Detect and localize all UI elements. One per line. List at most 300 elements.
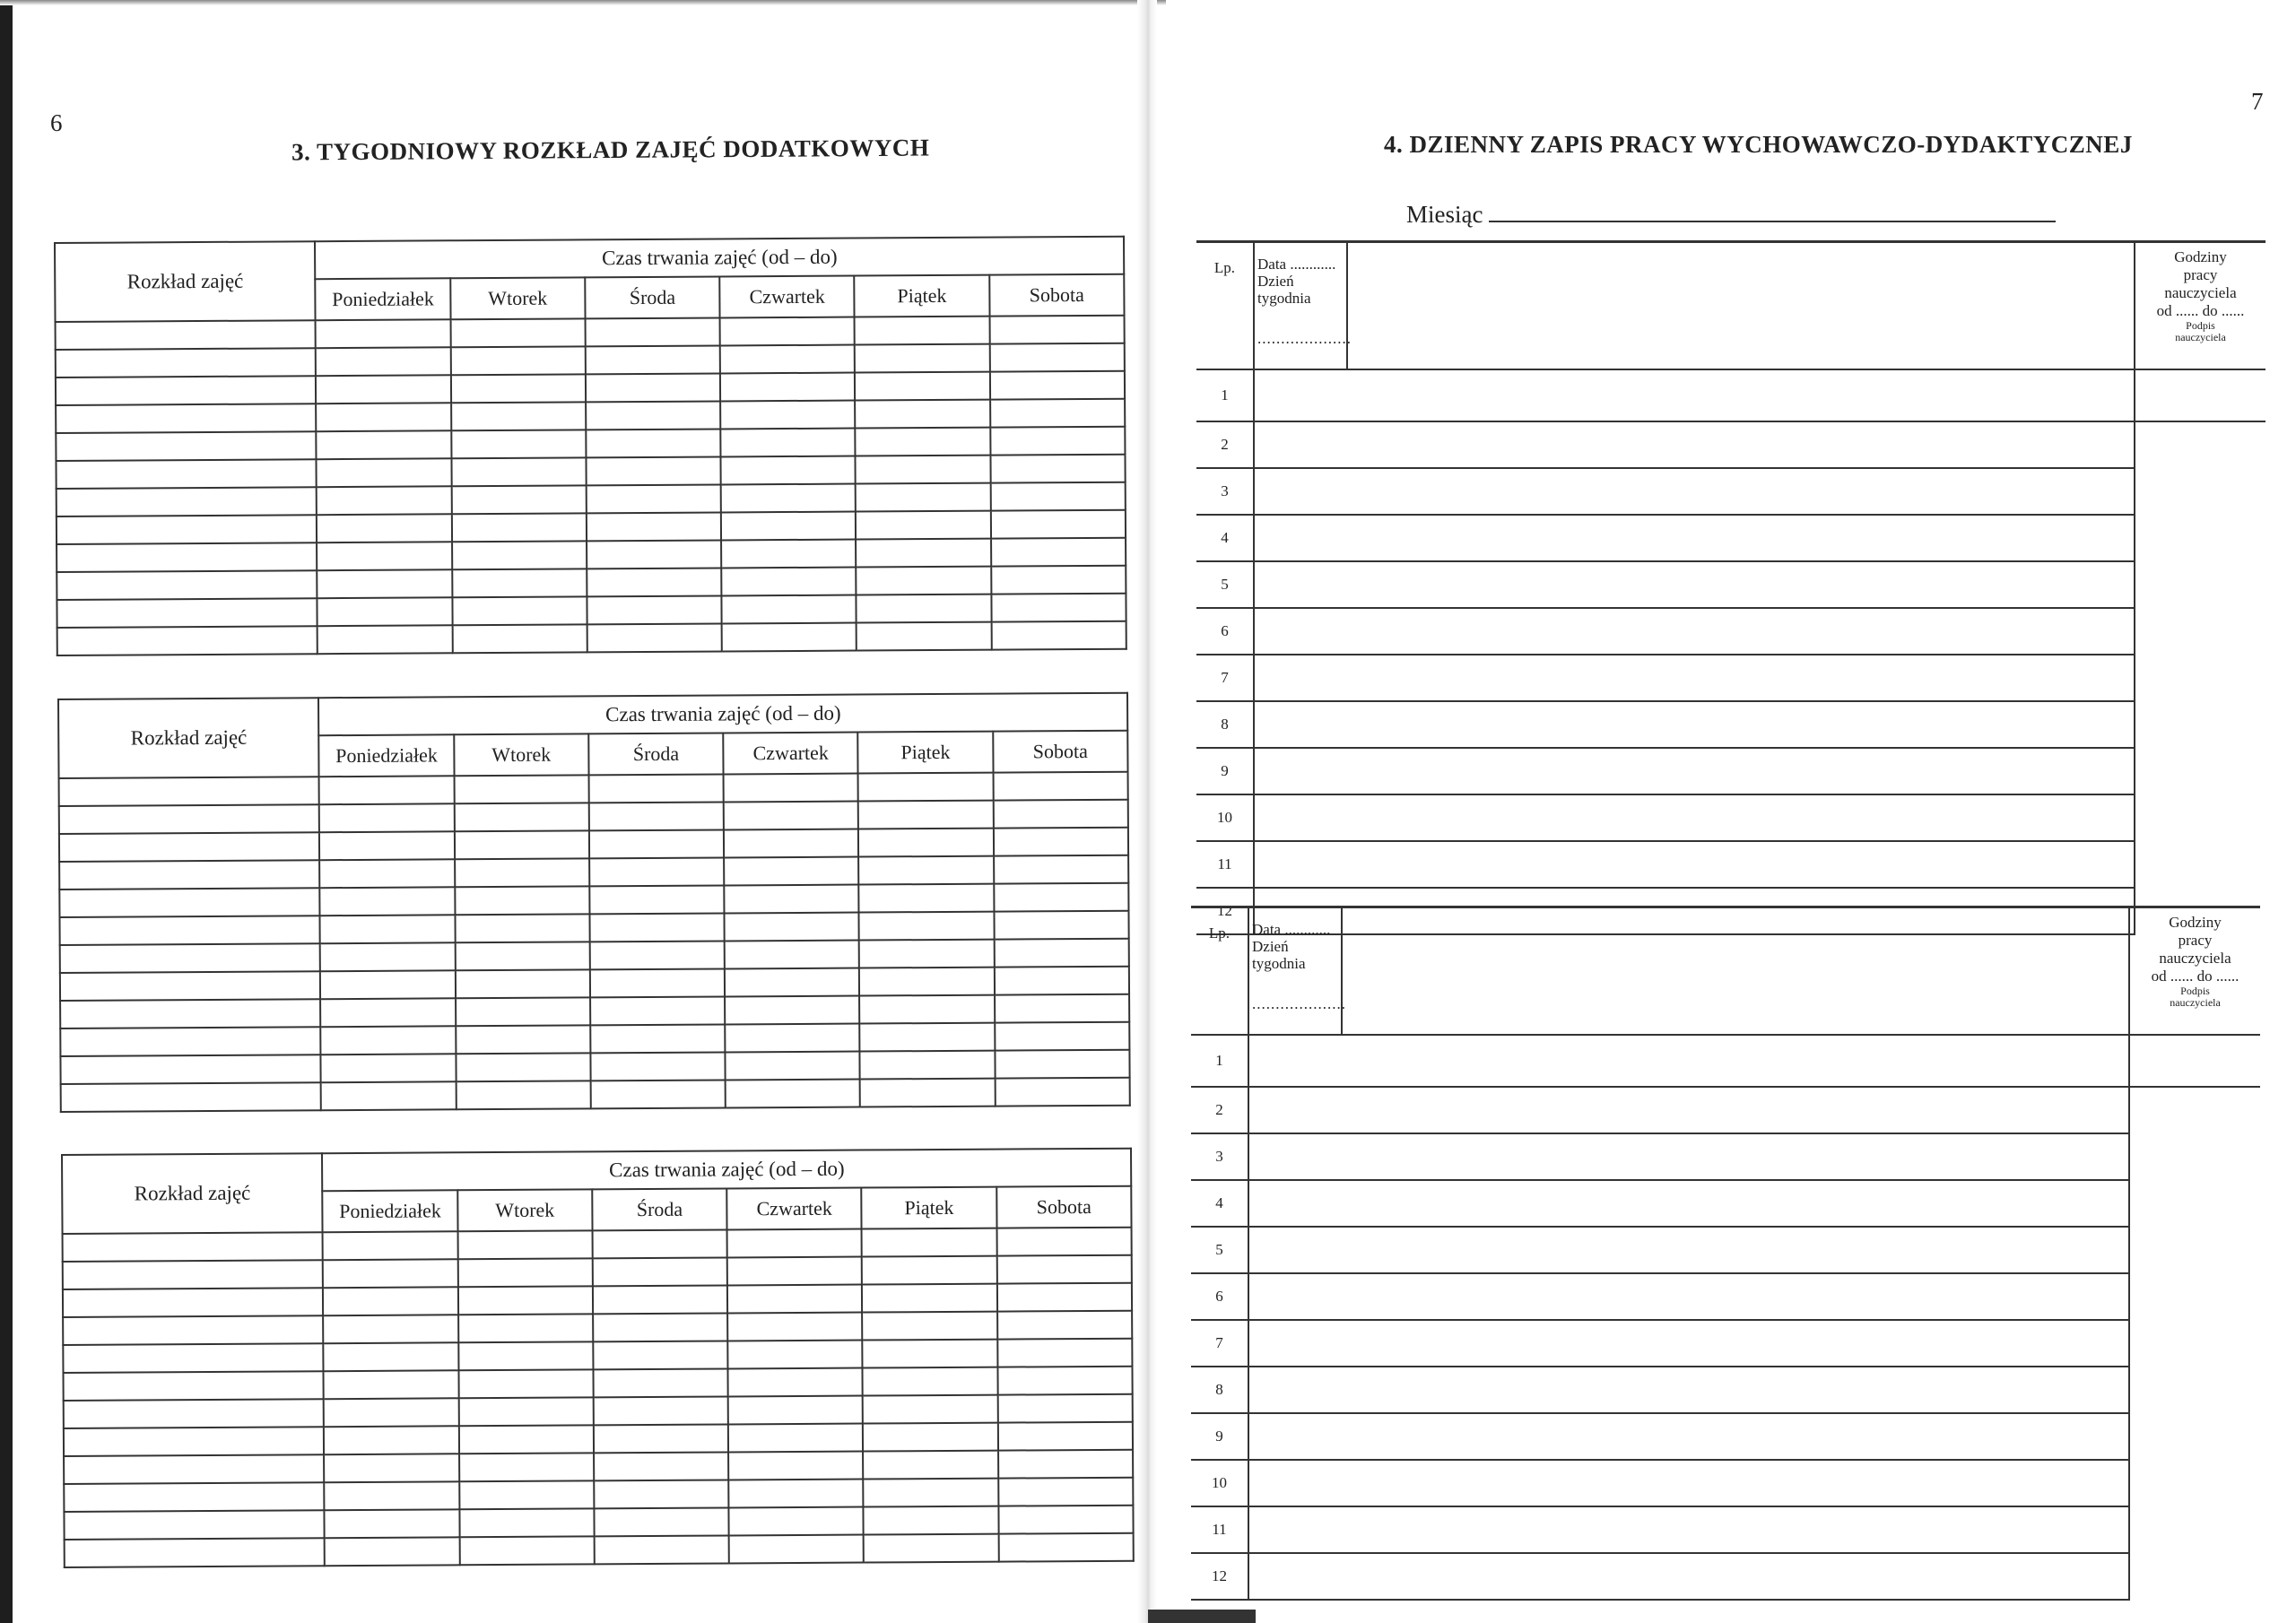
schedule-cell[interactable] xyxy=(863,1312,997,1341)
schedule-cell[interactable] xyxy=(587,623,722,652)
schedule-cell[interactable] xyxy=(859,884,994,913)
entry-cell[interactable] xyxy=(1254,655,2135,701)
schedule-cell[interactable] xyxy=(56,404,317,433)
entry-cell[interactable] xyxy=(1248,1413,2129,1460)
entry-cell[interactable] xyxy=(1254,369,2135,421)
page-shadow xyxy=(0,0,1166,5)
schedule-cell[interactable] xyxy=(59,860,320,890)
schedule-cell[interactable] xyxy=(993,772,1127,801)
entry-cell[interactable] xyxy=(1254,421,2135,468)
schedule-cell[interactable] xyxy=(59,916,320,945)
row-number: 7 xyxy=(1191,1320,1248,1367)
schedule-cell[interactable] xyxy=(324,1370,458,1399)
schedule-cell[interactable] xyxy=(720,317,855,346)
schedule-cell[interactable] xyxy=(455,858,589,887)
weekly-schedule-table xyxy=(57,692,1131,1113)
schedule-cell[interactable] xyxy=(455,886,589,915)
day-header: Wtorek xyxy=(450,277,586,319)
schedule-cell[interactable] xyxy=(589,913,724,942)
schedule-cell[interactable] xyxy=(454,775,588,803)
schedule-cell[interactable] xyxy=(860,1079,995,1107)
schedule-cell[interactable] xyxy=(57,487,317,516)
schedule-cell[interactable] xyxy=(989,316,1124,344)
schedule-cell[interactable] xyxy=(459,1508,594,1537)
schedule-cell[interactable] xyxy=(63,1288,324,1317)
schedule-cell[interactable] xyxy=(320,915,455,943)
schedule-cell[interactable] xyxy=(863,1423,997,1452)
schedule-cell[interactable] xyxy=(727,1313,862,1341)
schedule-cell[interactable] xyxy=(63,1315,324,1345)
schedule-cell[interactable] xyxy=(594,1507,728,1536)
schedule-cell[interactable] xyxy=(451,374,586,403)
schedule-cell[interactable] xyxy=(994,883,1128,912)
schedule-cell[interactable] xyxy=(994,828,1128,856)
schedule-cell[interactable] xyxy=(859,940,994,968)
schedule-cell[interactable] xyxy=(721,429,856,457)
schedule-cell[interactable] xyxy=(64,1454,325,1484)
schedule-cell[interactable] xyxy=(729,1507,864,1536)
hours-signature-cell[interactable] xyxy=(2129,1035,2260,1087)
schedule-cell[interactable] xyxy=(325,1509,459,1538)
schedule-cell[interactable] xyxy=(63,1232,324,1262)
schedule-cell[interactable] xyxy=(725,913,859,942)
schedule-cell[interactable] xyxy=(590,1052,725,1081)
schedule-cell[interactable] xyxy=(593,1229,727,1258)
schedule-cell[interactable] xyxy=(722,623,857,652)
schedule-cell[interactable] xyxy=(724,829,858,858)
entry-cell[interactable] xyxy=(1254,468,2135,515)
schedule-cell[interactable] xyxy=(65,1538,326,1567)
schedule-cell[interactable] xyxy=(998,1422,1133,1451)
schedule-cell[interactable] xyxy=(586,317,720,346)
entry-cell[interactable] xyxy=(1248,1035,2129,1087)
schedule-cell[interactable] xyxy=(57,598,317,628)
schedule-cell[interactable] xyxy=(320,942,455,971)
schedule-cell[interactable] xyxy=(320,859,455,888)
schedule-cell[interactable] xyxy=(455,830,589,859)
schedule-cell[interactable] xyxy=(859,856,994,885)
schedule-cell[interactable] xyxy=(60,943,321,973)
entry-cell[interactable] xyxy=(1254,794,2135,841)
schedule-cell[interactable] xyxy=(994,939,1128,968)
schedule-cell[interactable] xyxy=(728,1396,863,1425)
row-number: 9 xyxy=(1191,1413,1248,1460)
schedule-cell[interactable] xyxy=(859,912,994,941)
schedule-cell[interactable] xyxy=(862,1228,996,1257)
schedule-cell[interactable] xyxy=(586,373,720,402)
schedule-cell[interactable] xyxy=(725,968,859,997)
schedule-cell[interactable] xyxy=(720,373,855,402)
schedule-cell[interactable] xyxy=(728,1452,863,1480)
schedule-cell[interactable] xyxy=(323,1287,457,1315)
schedule-cell[interactable] xyxy=(990,455,1125,483)
schedule-cell[interactable] xyxy=(990,399,1125,428)
schedule-cell[interactable] xyxy=(317,597,452,626)
schedule-cell[interactable] xyxy=(64,1510,325,1540)
schedule-cell[interactable] xyxy=(725,996,859,1025)
schedule-cell[interactable] xyxy=(317,458,451,487)
schedule-cell[interactable] xyxy=(459,1480,594,1509)
schedule-cell[interactable] xyxy=(450,318,585,347)
schedule-cell[interactable] xyxy=(855,344,989,373)
dzien-label: Dzień xyxy=(1252,938,1289,955)
schedule-cell[interactable] xyxy=(325,1537,459,1566)
schedule-cell[interactable] xyxy=(997,1394,1132,1423)
schedule-cell[interactable] xyxy=(324,1342,458,1371)
schedule-cell[interactable] xyxy=(459,1453,594,1481)
schedule-cell[interactable] xyxy=(724,802,858,830)
schedule-cell[interactable] xyxy=(56,431,317,461)
schedule-cell[interactable] xyxy=(456,1025,590,1054)
schedule-cell[interactable] xyxy=(317,569,452,598)
schedule-cell[interactable] xyxy=(63,1371,324,1401)
schedule-cell[interactable] xyxy=(458,1341,593,1370)
schedule-cell[interactable] xyxy=(586,345,720,374)
schedule-cell[interactable] xyxy=(860,1023,995,1052)
schedule-cell[interactable] xyxy=(589,885,724,914)
schedule-cell[interactable] xyxy=(991,538,1126,567)
schedule-cell[interactable] xyxy=(720,345,855,374)
schedule-cell[interactable] xyxy=(64,1427,325,1456)
schedule-cell[interactable] xyxy=(727,1285,862,1314)
schedule-cell[interactable] xyxy=(319,831,454,860)
schedule-cell[interactable] xyxy=(590,941,725,969)
schedule-cell[interactable] xyxy=(587,595,721,624)
schedule-cell[interactable] xyxy=(997,1283,1132,1312)
schedule-cell[interactable] xyxy=(319,776,454,804)
schedule-cell[interactable] xyxy=(591,1080,726,1108)
schedule-cell[interactable] xyxy=(859,968,994,996)
schedule-cell[interactable] xyxy=(317,486,451,515)
schedule-cell[interactable] xyxy=(997,1367,1132,1395)
schedule-cell[interactable] xyxy=(316,319,450,348)
schedule-cell[interactable] xyxy=(856,456,990,484)
schedule-cell[interactable] xyxy=(451,430,586,458)
schedule-cell[interactable] xyxy=(60,971,321,1001)
schedule-cell[interactable] xyxy=(456,969,590,998)
schedule-cell[interactable] xyxy=(994,911,1128,940)
schedule-cell[interactable] xyxy=(991,566,1126,595)
schedule-cell[interactable] xyxy=(458,1369,593,1398)
schedule-cell[interactable] xyxy=(323,1259,457,1288)
schedule-cell[interactable] xyxy=(586,429,720,457)
schedule-cell[interactable] xyxy=(593,1341,727,1369)
schedule-cell[interactable] xyxy=(729,1535,864,1564)
schedule-cell[interactable] xyxy=(64,1399,325,1428)
schedule-cell[interactable] xyxy=(456,1053,590,1081)
schedule-cell[interactable] xyxy=(721,540,856,568)
schedule-cell[interactable] xyxy=(317,542,452,570)
schedule-cell[interactable] xyxy=(59,777,320,806)
schedule-cell[interactable] xyxy=(856,428,990,456)
data-label: Data ............ xyxy=(1257,256,1336,273)
topic-header-cell[interactable] xyxy=(1342,907,2129,1036)
entry-cell[interactable] xyxy=(1254,841,2135,888)
schedule-cell[interactable] xyxy=(589,774,724,803)
schedule-cell[interactable] xyxy=(725,885,859,914)
schedule-cell[interactable] xyxy=(451,485,586,514)
rozklad-header: Rozkład zajęć xyxy=(58,698,319,778)
schedule-cell[interactable] xyxy=(324,1398,458,1427)
schedule-cell[interactable] xyxy=(59,888,320,917)
schedule-cell[interactable] xyxy=(63,1260,324,1289)
schedule-cell[interactable] xyxy=(456,1081,590,1109)
schedule-cell[interactable] xyxy=(57,542,317,572)
schedule-cell[interactable] xyxy=(862,1284,996,1313)
entry-cell[interactable] xyxy=(1248,1367,2129,1413)
schedule-cell[interactable] xyxy=(450,346,585,375)
schedule-cell[interactable] xyxy=(323,1231,457,1260)
schedule-cell[interactable] xyxy=(995,1050,1129,1079)
schedule-cell[interactable] xyxy=(726,1052,860,1081)
schedule-cell[interactable] xyxy=(317,514,451,542)
month-label: Miesiąc xyxy=(1406,201,1483,228)
schedule-cell[interactable] xyxy=(724,857,858,886)
schedule-cell[interactable] xyxy=(991,510,1126,539)
right-page-title: 4. DZIENNY ZAPIS PRACY WYCHOWAWCZO-DYDAKTYCZNEJ xyxy=(1384,131,2133,158)
schedule-cell[interactable] xyxy=(864,1479,998,1507)
schedule-cell[interactable] xyxy=(56,376,317,405)
schedule-cell[interactable] xyxy=(590,1024,725,1053)
schedule-cell[interactable] xyxy=(721,456,856,485)
schedule-cell[interactable] xyxy=(857,567,991,595)
schedule-cell[interactable] xyxy=(993,800,1127,829)
schedule-cell[interactable] xyxy=(998,1478,1133,1506)
schedule-cell[interactable] xyxy=(451,457,586,486)
schedule-cell[interactable] xyxy=(458,1314,593,1342)
schedule-cell[interactable] xyxy=(319,803,454,832)
schedule-cell[interactable] xyxy=(587,484,721,513)
schedule-cell[interactable] xyxy=(863,1340,997,1368)
schedule-cell[interactable] xyxy=(721,568,856,596)
schedule-cell[interactable] xyxy=(997,1339,1132,1367)
schedule-cell[interactable] xyxy=(455,942,589,970)
schedule-cell[interactable] xyxy=(587,568,721,596)
schedule-cell[interactable] xyxy=(862,1256,996,1285)
entry-cell[interactable] xyxy=(1248,1227,2129,1273)
schedule-cell[interactable] xyxy=(995,1022,1129,1051)
schedule-cell[interactable] xyxy=(63,1343,324,1373)
schedule-cell[interactable] xyxy=(458,1286,593,1315)
schedule-cell[interactable] xyxy=(720,401,855,430)
schedule-cell[interactable] xyxy=(864,1534,998,1563)
entry-cell[interactable] xyxy=(1248,1506,2129,1553)
day-header: Poniedziałek xyxy=(319,734,455,777)
schedule-cell[interactable] xyxy=(61,1082,322,1112)
entry-cell[interactable] xyxy=(1248,1460,2129,1506)
day-header: Sobota xyxy=(993,731,1128,773)
schedule-cell[interactable] xyxy=(321,1026,456,1055)
schedule-cell[interactable] xyxy=(457,1230,592,1259)
entry-cell[interactable] xyxy=(1254,608,2135,655)
schedule-cell[interactable] xyxy=(57,626,318,655)
schedule-cell[interactable] xyxy=(858,801,993,829)
schedule-cell[interactable] xyxy=(863,1395,997,1424)
schedule-cell[interactable] xyxy=(589,802,724,830)
entry-cell[interactable] xyxy=(1254,748,2135,794)
nauczyciela-label: nauczyciela xyxy=(2164,284,2237,301)
schedule-cell[interactable] xyxy=(721,512,856,541)
schedule-cell[interactable] xyxy=(724,774,858,803)
schedule-cell[interactable] xyxy=(990,371,1125,400)
schedule-cell[interactable] xyxy=(995,994,1129,1023)
schedule-cell[interactable] xyxy=(320,970,455,999)
schedule-cell[interactable] xyxy=(863,1367,997,1396)
schedule-cell[interactable] xyxy=(456,997,590,1026)
schedule-cell[interactable] xyxy=(321,1081,456,1110)
entry-cell[interactable] xyxy=(1248,1553,2129,1600)
schedule-cell[interactable] xyxy=(998,1533,1133,1562)
schedule-cell[interactable] xyxy=(317,403,451,431)
schedule-cell[interactable] xyxy=(56,348,317,378)
schedule-cell[interactable] xyxy=(589,829,724,858)
entry-cell[interactable] xyxy=(1248,1180,2129,1227)
schedule-cell[interactable] xyxy=(57,515,317,544)
schedule-cell[interactable] xyxy=(728,1341,863,1369)
schedule-cell[interactable] xyxy=(60,1055,321,1084)
schedule-cell[interactable] xyxy=(728,1368,863,1397)
entry-cell[interactable] xyxy=(1248,1087,2129,1133)
schedule-cell[interactable] xyxy=(858,829,993,857)
topic-header-cell[interactable] xyxy=(1347,242,2135,370)
schedule-cell[interactable] xyxy=(856,511,990,540)
schedule-cell[interactable] xyxy=(325,1481,459,1510)
entry-cell[interactable] xyxy=(1248,1133,2129,1180)
schedule-cell[interactable] xyxy=(317,430,451,459)
schedule-cell[interactable] xyxy=(586,401,720,430)
schedule-cell[interactable] xyxy=(997,1311,1132,1340)
schedule-cell[interactable] xyxy=(994,855,1128,884)
schedule-cell[interactable] xyxy=(454,803,588,831)
schedule-cell[interactable] xyxy=(324,1315,458,1343)
schedule-cell[interactable] xyxy=(593,1285,727,1314)
schedule-cell[interactable] xyxy=(594,1396,728,1425)
schedule-cell[interactable] xyxy=(998,1450,1133,1479)
schedule-cell[interactable] xyxy=(589,857,724,886)
schedule-cell[interactable] xyxy=(727,1257,862,1286)
schedule-cell[interactable] xyxy=(991,621,1126,650)
schedule-cell[interactable] xyxy=(593,1257,727,1286)
row-number: 1 xyxy=(1191,1035,1248,1087)
schedule-cell[interactable] xyxy=(590,996,725,1025)
schedule-cell[interactable] xyxy=(60,1027,321,1056)
hours-signature-cell[interactable] xyxy=(2135,369,2266,421)
schedule-cell[interactable] xyxy=(857,539,991,568)
schedule-cell[interactable] xyxy=(451,402,586,430)
schedule-cell[interactable] xyxy=(452,513,587,542)
schedule-cell[interactable] xyxy=(594,1480,728,1508)
schedule-cell[interactable] xyxy=(595,1535,729,1564)
schedule-cell[interactable] xyxy=(57,570,317,600)
schedule-cell[interactable] xyxy=(320,887,455,916)
schedule-cell[interactable] xyxy=(856,400,990,429)
schedule-cell[interactable] xyxy=(995,1078,1129,1107)
schedule-cell[interactable] xyxy=(457,1258,592,1287)
schedule-cell[interactable] xyxy=(857,622,991,651)
od-do-label: od ...... do ...... xyxy=(2156,302,2245,319)
schedule-cell[interactable] xyxy=(725,941,859,969)
schedule-cell[interactable] xyxy=(56,459,317,489)
schedule-cell[interactable] xyxy=(855,317,989,345)
schedule-cell[interactable] xyxy=(989,343,1124,372)
row-number: 12 xyxy=(1191,1553,1248,1600)
schedule-cell[interactable] xyxy=(316,375,450,404)
schedule-cell[interactable] xyxy=(996,1228,1131,1256)
schedule-cell[interactable] xyxy=(594,1452,728,1480)
schedule-cell[interactable] xyxy=(459,1536,594,1565)
schedule-cell[interactable] xyxy=(722,595,857,624)
schedule-cell[interactable] xyxy=(593,1313,727,1341)
schedule-cell[interactable] xyxy=(864,1506,998,1535)
schedule-cell[interactable] xyxy=(452,541,587,569)
entry-cell[interactable] xyxy=(1254,701,2135,748)
schedule-cell[interactable] xyxy=(998,1506,1133,1534)
schedule-cell[interactable] xyxy=(587,540,721,568)
schedule-cell[interactable] xyxy=(587,512,721,541)
schedule-cell[interactable] xyxy=(726,1080,860,1108)
schedule-cell[interactable] xyxy=(860,1051,995,1080)
schedule-cell[interactable] xyxy=(317,625,452,654)
schedule-cell[interactable] xyxy=(857,595,991,623)
schedule-cell[interactable] xyxy=(321,998,456,1027)
schedule-cell[interactable] xyxy=(59,804,320,834)
schedule-cell[interactable] xyxy=(996,1255,1131,1284)
schedule-cell[interactable] xyxy=(56,320,317,350)
schedule-cell[interactable] xyxy=(856,483,990,512)
schedule-cell[interactable] xyxy=(324,1426,458,1454)
month-field-line[interactable] xyxy=(1489,221,2056,222)
schedule-cell[interactable] xyxy=(59,832,320,862)
schedule-cell[interactable] xyxy=(316,347,450,376)
entry-cell[interactable] xyxy=(1254,515,2135,561)
schedule-cell[interactable] xyxy=(990,482,1125,511)
schedule-cell[interactable] xyxy=(590,968,725,997)
schedule-cell[interactable] xyxy=(452,596,587,625)
schedule-cell[interactable] xyxy=(728,1424,863,1453)
schedule-cell[interactable] xyxy=(593,1368,727,1397)
date-header[interactable] xyxy=(1248,907,1346,1036)
schedule-cell[interactable] xyxy=(721,484,856,513)
row-number: 3 xyxy=(1196,468,1254,515)
schedule-cell[interactable] xyxy=(325,1454,459,1482)
schedule-cell[interactable] xyxy=(990,427,1125,456)
entry-cell[interactable] xyxy=(1248,1320,2129,1367)
schedule-cell[interactable] xyxy=(860,995,995,1024)
schedule-cell[interactable] xyxy=(452,568,587,597)
schedule-cell[interactable] xyxy=(725,1024,859,1053)
date-header[interactable] xyxy=(1254,242,1352,370)
entry-cell[interactable] xyxy=(1248,1273,2129,1320)
schedule-cell[interactable] xyxy=(727,1229,862,1258)
schedule-cell[interactable] xyxy=(858,773,993,802)
schedule-cell[interactable] xyxy=(458,1397,593,1426)
schedule-cell[interactable] xyxy=(60,999,321,1028)
entry-cell[interactable] xyxy=(1254,561,2135,608)
schedule-cell[interactable] xyxy=(586,456,720,485)
schedule-cell[interactable] xyxy=(455,914,589,942)
schedule-cell[interactable] xyxy=(728,1480,863,1508)
schedule-cell[interactable] xyxy=(321,1054,456,1082)
schedule-cell[interactable] xyxy=(459,1425,594,1454)
schedule-cell[interactable] xyxy=(864,1451,998,1480)
schedule-cell[interactable] xyxy=(594,1424,728,1453)
schedule-cell[interactable] xyxy=(452,624,587,653)
schedule-cell[interactable] xyxy=(855,372,989,401)
schedule-cell[interactable] xyxy=(995,967,1129,995)
row-number: 1 xyxy=(1196,369,1254,421)
schedule-cell[interactable] xyxy=(64,1482,325,1512)
schedule-cell[interactable] xyxy=(991,594,1126,622)
